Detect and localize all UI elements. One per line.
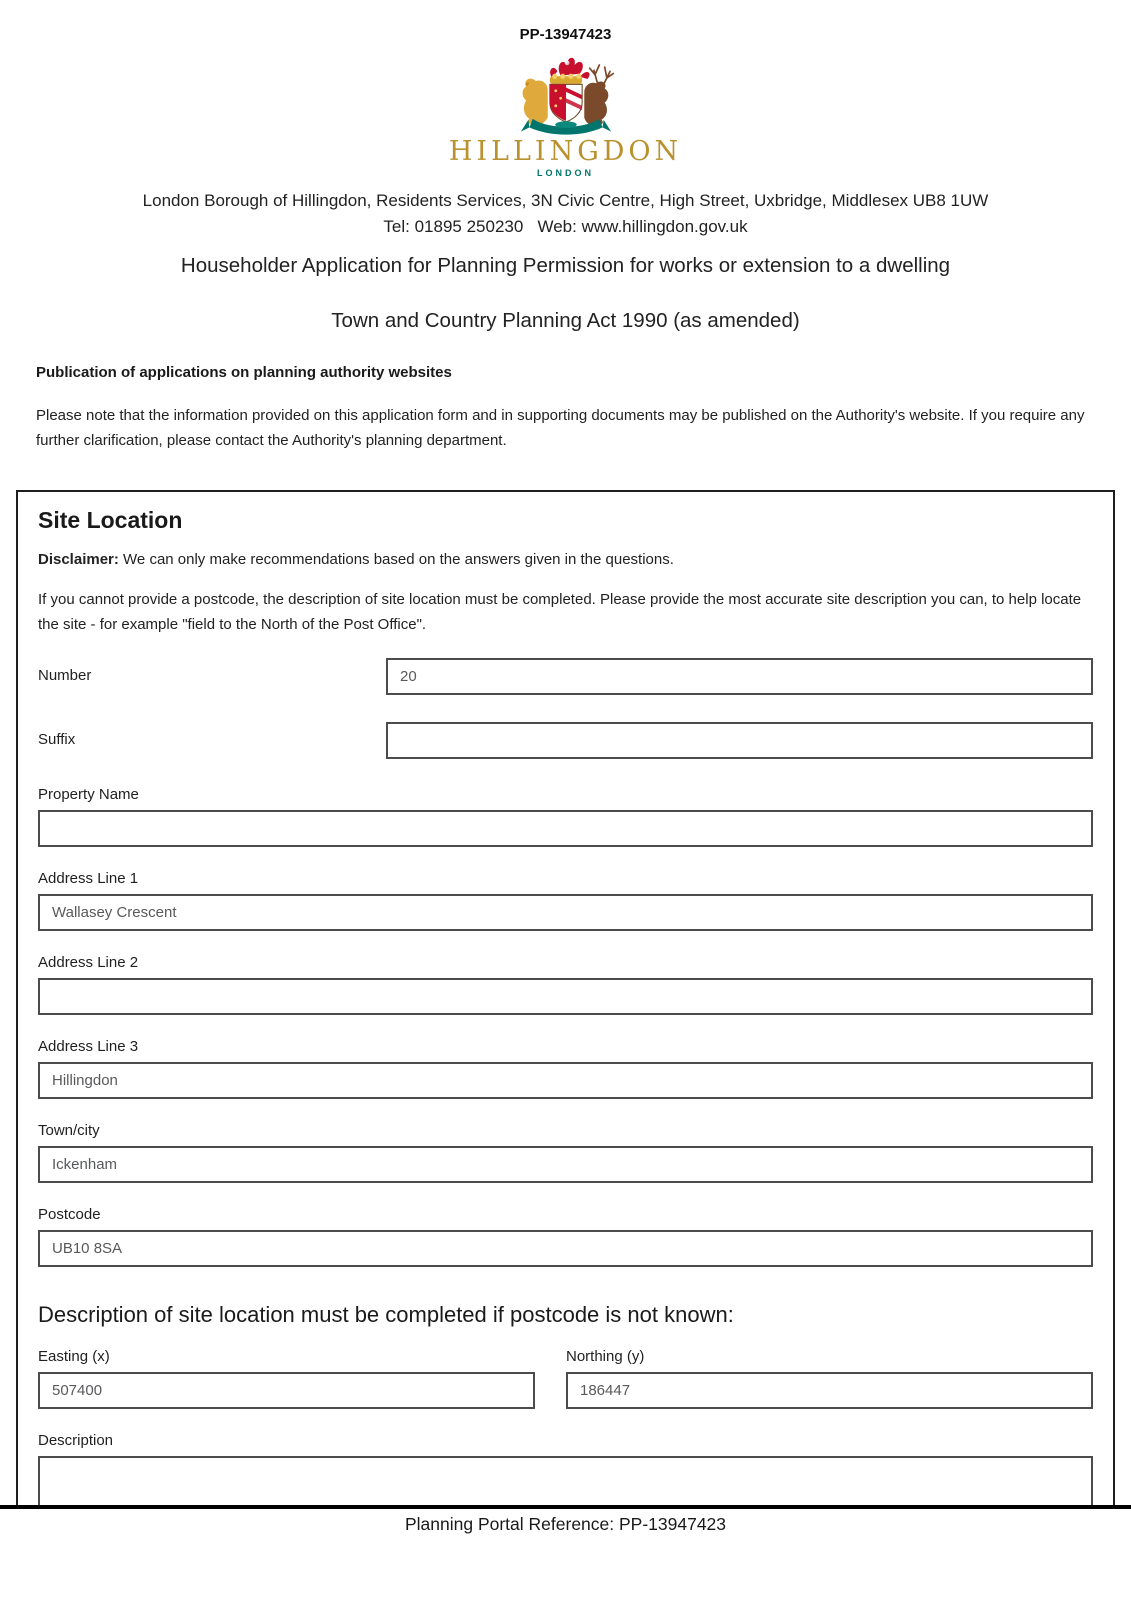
act-title: Town and Country Planning Act 1990 (as amended) <box>331 309 800 333</box>
address-line-3-label: Address Line 3 <box>38 1038 139 1056</box>
address-line-2-label: Address Line 2 <box>38 954 139 972</box>
northing-field <box>566 1348 1093 1409</box>
suffix-label: Suffix <box>38 731 76 749</box>
address-line-2-field <box>38 954 1093 1015</box>
publication-notice <box>36 364 1095 453</box>
address-line-3-input[interactable] <box>38 1062 1093 1099</box>
disclaimer-label: Disclaimer: <box>38 551 119 568</box>
suffix-row <box>38 722 1093 759</box>
number-row <box>38 658 1093 695</box>
hillingdon-crest-icon <box>0 51 1131 137</box>
form-title: Householder Application for Planning Permission for works or extension to a dwelling <box>180 254 951 278</box>
easting-input[interactable] <box>38 1372 535 1409</box>
description-field <box>38 1432 1093 1506</box>
suffix-input[interactable] <box>386 722 1093 759</box>
disclaimer-body: We can only make recommendations based on the answers given in the questions. <box>118 551 674 568</box>
site-location-section <box>16 490 1115 1506</box>
publication-notice-body: Please note that the information provided on this application form and in supporting documents may be published on the Authority's website. If you require any further clarification, please contact the Authority's planning department. <box>36 407 1085 449</box>
org-wordmark-sub: LONDON <box>537 168 594 179</box>
address-line-2-input[interactable] <box>38 978 1093 1015</box>
town-city-input[interactable] <box>38 1146 1093 1183</box>
postcode-instructions: If you cannot provide a postcode, the description of site location must be completed. Please provide the most accurate site description you can, to help locate the site - for example "field to the North of the Post Office". <box>38 591 1082 634</box>
postcode-input[interactable] <box>38 1230 1093 1267</box>
coordinates-row <box>38 1348 1093 1409</box>
number-input[interactable] <box>386 658 1093 695</box>
postcode-field <box>38 1206 1093 1267</box>
org-wordmark: HILLINGDON <box>448 136 683 167</box>
authority-contact: Tel: 01895 250230 Web: www.hillingdon.gov.uk <box>383 217 748 237</box>
site-location-heading: Site Location <box>38 507 183 533</box>
number-label: Number <box>38 667 92 685</box>
address-line-1-label: Address Line 1 <box>38 870 139 888</box>
northing-label: Northing (y) <box>566 1348 645 1366</box>
property-name-input[interactable] <box>38 810 1093 847</box>
easting-field <box>38 1348 535 1409</box>
postcode-label: Postcode <box>38 1206 101 1224</box>
form-header <box>0 0 1131 333</box>
description-input[interactable] <box>38 1456 1093 1506</box>
footer-reference: Planning Portal Reference: PP-13947423 <box>404 1514 727 1534</box>
planning-reference: PP-13947423 <box>519 26 612 43</box>
property-name-field <box>38 786 1093 847</box>
town-city-field <box>38 1122 1093 1183</box>
page-break-divider <box>0 1505 1131 1509</box>
address-line-3-field <box>38 1038 1093 1099</box>
description-label: Description <box>38 1432 114 1450</box>
address-line-1-field <box>38 870 1093 931</box>
authority-address: London Borough of Hillingdon, Residents Services, 3N Civic Centre, High Street, Uxbridge, Middlesex UB8 1UW <box>142 191 989 211</box>
publication-notice-heading: Publication of applications on planning authority websites <box>36 364 452 382</box>
property-name-label: Property Name <box>38 786 139 804</box>
town-city-label: Town/city <box>38 1122 100 1140</box>
northing-input[interactable] <box>566 1372 1093 1409</box>
easting-label: Easting (x) <box>38 1348 110 1366</box>
disclaimer-text <box>38 551 1093 568</box>
address-line-1-input[interactable] <box>38 894 1093 931</box>
description-section-heading: Description of site location must be completed if postcode is not known: <box>38 1302 734 1328</box>
